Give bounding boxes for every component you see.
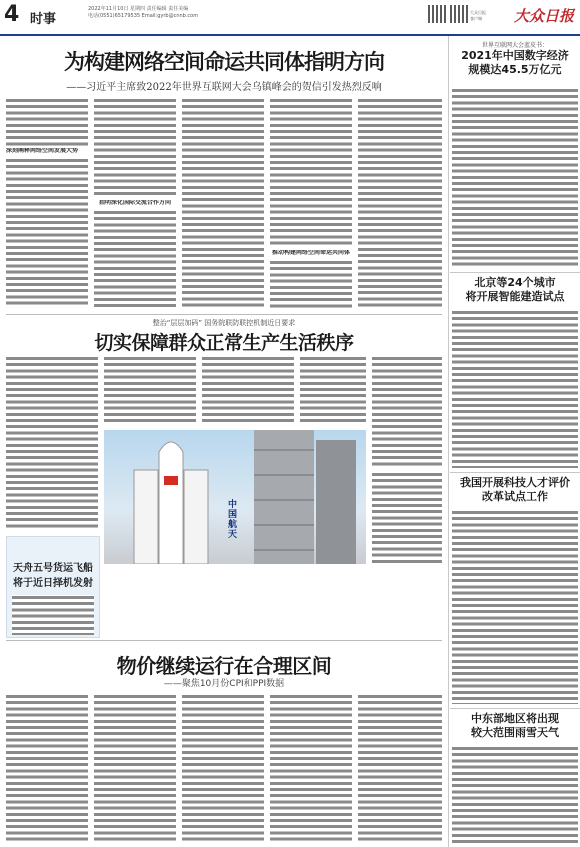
third-subtitle: ——聚焦10月份CPI和PPI数据	[163, 679, 285, 689]
article-column	[6, 98, 88, 146]
article-column	[94, 694, 176, 842]
side-article	[452, 510, 578, 704]
side-article	[452, 88, 578, 268]
qr-code-icon	[450, 5, 468, 23]
side-article	[452, 310, 578, 468]
article-column	[270, 260, 352, 308]
subhead: 深刻阐释网络空间发展大势	[6, 148, 79, 154]
article-column	[94, 210, 176, 308]
subhead: 推动构建网络空间命运共同体	[271, 250, 350, 256]
side-title: 我国开展科技人才评价	[460, 476, 570, 489]
article-column	[6, 694, 88, 842]
side-article	[452, 746, 578, 844]
rocket-label: 中国航天	[228, 500, 238, 540]
side-title: 中东部地区将出现	[471, 712, 559, 725]
subhead: 指明深化国际交流合作方向	[98, 200, 171, 206]
lead-subtitle: ——习近平主席致2022年世界互联网大会乌镇峰会的贺信引发热烈反响	[66, 82, 382, 93]
side-title: 改革试点工作	[482, 490, 548, 503]
newspaper-logo: 大众日报	[513, 7, 574, 25]
divider	[450, 472, 580, 473]
article-column	[300, 356, 366, 424]
qr-code-icon	[428, 5, 446, 23]
article-column	[358, 694, 442, 842]
article-column	[372, 472, 442, 564]
side-block	[450, 476, 580, 504]
box-title-2: 将于近日择机发射	[13, 578, 93, 589]
side-block	[450, 712, 580, 740]
side-title: 北京等24个城市	[474, 276, 556, 289]
side-title: 2021年中国数字经济	[461, 49, 569, 62]
article-column	[372, 356, 442, 466]
side-title: 将开展智能建造试点	[465, 290, 565, 303]
divider	[6, 640, 442, 641]
second-kicker: 整治“层层加码” 国务院联防联控机制近日要求	[152, 319, 296, 327]
side-column	[450, 36, 580, 847]
article-column	[270, 98, 352, 248]
third-title: 物价继续运行在合理区间	[116, 654, 332, 678]
rocket-photo	[104, 430, 366, 564]
article-column	[94, 98, 176, 196]
article-column	[104, 356, 196, 424]
side-title: 较大范围雨雪天气	[471, 726, 559, 739]
news-box	[6, 536, 100, 638]
divider	[450, 272, 580, 273]
rocket-launch-scene	[104, 430, 366, 564]
qr-caption: 大众日报客户端	[470, 10, 486, 21]
header-meta	[88, 6, 198, 20]
side-title: 规模达45.5万亿元	[468, 63, 562, 76]
box-title-1: 天舟五号货运飞船	[13, 563, 93, 574]
main-column	[0, 36, 449, 847]
page-header	[0, 0, 580, 36]
date-line: 2022年11月10日 星期四 责任编辑 责任美编	[88, 6, 189, 12]
section-title: 时事	[30, 12, 57, 27]
article-column	[358, 98, 442, 308]
article-column	[182, 98, 264, 308]
article-column	[182, 694, 264, 842]
article-column	[202, 356, 294, 424]
page-number: 4	[4, 2, 20, 27]
box-text	[12, 595, 94, 635]
article-column	[270, 694, 352, 842]
article-column	[6, 158, 88, 308]
side-block	[450, 276, 580, 304]
article-column	[6, 356, 98, 530]
contact-line: 电话(0551)65179535 Email:gyrb@cnnb.com	[88, 13, 199, 19]
second-title: 切实保障群众正常生产生活秩序	[94, 332, 354, 354]
lead-title: 为构建网络空间命运共同体指明方向	[64, 50, 384, 74]
side-kicker: 世界互联网大会蓝皮书：	[481, 42, 548, 49]
divider	[450, 708, 580, 709]
divider	[6, 314, 442, 315]
